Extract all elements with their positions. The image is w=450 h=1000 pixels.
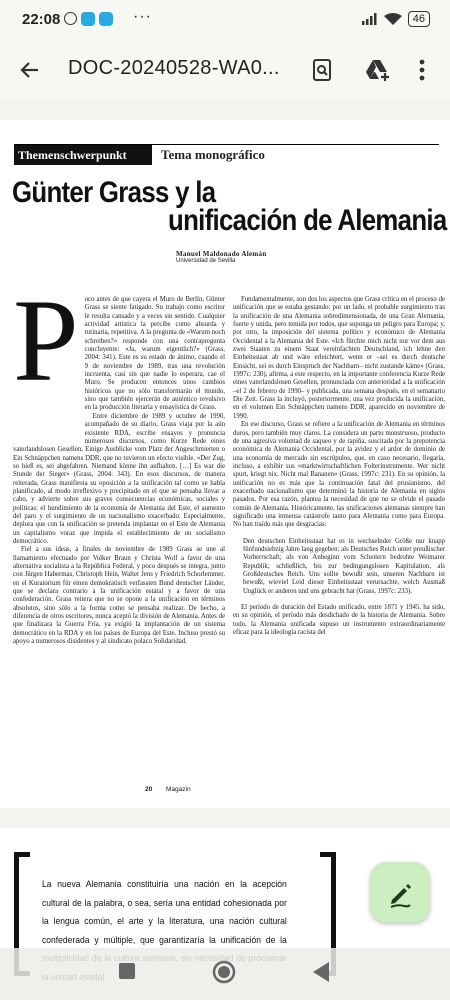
- block-quote: Den deutschen Einheitsstaat hat es in wechselnder Größe nur knapp fünfundsiebzig Jahre lang gegeben: als Deutsches Reich unter preußischer Vorherrschaft; als von Anbeginn vom Scheitern bedrohte Weimarer Republik; schließlich, bis zur bedingungslosen Kapitulation, als Großdeutsches Reich. Uns sollte bewußt sein, unseren Nachbarn ist bewußt, wieviel Leid dieser Einheitsstaat verursachte, welch Ausmaß Unglück er anderen und uns gebracht hat (Grass, 1997c: 233).: [243, 537, 445, 595]
- body-paragraph: oco antes de que cayera el Muro de Berlín, Günter Grass se siente fatigado. Su trabajo como escritor le resulta cansado y a veces sin sentido. Cualquier actividad artística la percibe como absurda y rutinaria, repetitiva. A la pregunta de «Warum noch schreiben?» responde con una contrapregunta concluyente: «Ja, warum eigentlich?» (Grass, 2004: 341). Este es su estado de ánimo, cuando el 9 de noviembre de 1989, tras una revolución incruenta, casi sin que nadie lo esperara, cae el Muro. Se producen entonces unos cambios históricos que no sólo transformarán el mundo, sino que también ejercerán de auténtico revulsivo en la producción literaria y ensayística de Grass.: [84, 296, 225, 412]
- whatsapp-icon: [64, 12, 77, 25]
- body-paragraph: Fundamentalmente, son dos los aspectos que Grass critica en el proceso de unificación que se estaba gestando: por un lado, el probable surgimiento tras la unificación de una Alemania sobredimensionada, de una Gran Alemania, fuerte y unida, pero temida por todos, que suponga un peligro para Europa; y, por otro, la imposición del sistema político y económico de Alemania Occidental a la Alemania del Este. «Ich fürchte mich nicht nur vor dem aus zwei Staaten zu einem Staat vereinfachten Deutschland, ich lehne den Einheitsstaat ab und wäre erleichtert, wenn er –sei es durch deutsche Einsicht, sei es durch Einspruch der Nachbarn– nicht zustande käme» (Grass, 1997c: 230), afirma, a este respecto, en la importante conferencia Kurze Rede eines vaterlandslosen Gesellen, pronunciada con anterioridad a la unificación –el 2 de febrero de 1990– y publicada, una semana después, en el semanario Die Zeit. Grass la incluyó, posteriormente, una vez producida la unificación, en el volumen Ein Schnäppchen namens DDR, aparecido en noviembre de 1990.: [233, 296, 445, 420]
- magazine-name: Magazin: [166, 786, 191, 793]
- document-title: DOC-20240528-WA0...: [68, 57, 280, 79]
- more-notifications-icon: ···: [133, 8, 152, 25]
- wifi-icon: [384, 13, 402, 26]
- notification-icons: [64, 12, 113, 26]
- add-to-drive-icon[interactable]: [365, 58, 391, 82]
- body-paragraph: Fiel a sus ideas, a finales de noviembre de 1989 Grass se une al llamamiento efectuado por Volker Braun y Christa Wolf a favor de una alternativa socialista a la República Federal, y poco después se integra, junto con Jürgen Habermas, Christoph Hein, Walter Jens y Friedrich Schorlemmer, en el Kuratorium für einen demokratisch verfassten Bund deutscher Länder, que se declara contrario a la unificación estatal y a favor de una confederación. Grass reitera que no se opone a la unificación en términos absolutos, sino sólo a la forma como se pensaba realizar. De hecho, a diferencia de otros escritores, nunca aceptó la división de Alemania. Antes de que finalizara la Guerra Fría, ya exigió la implantación de un sistema democrático en la RDA y en los países de Europa del Este. Incluso prestó su apoyo a numerosos disidentes y al sindicato polaco Solidaridad.: [13, 546, 225, 646]
- back-navigation-icon[interactable]: [312, 961, 330, 983]
- notification-app-icon: [99, 12, 113, 26]
- page-number: 20: [145, 786, 153, 793]
- author-affiliation: Universidad de Sevilla: [176, 258, 236, 264]
- search-document-icon[interactable]: [310, 58, 334, 82]
- article-author: Manuel Maldonado Alemán: [176, 250, 267, 258]
- page-footer: [145, 786, 191, 793]
- article-headline-line1: Günter Grass y la: [12, 176, 216, 209]
- edit-button[interactable]: [370, 862, 430, 922]
- recent-apps-icon[interactable]: [118, 962, 136, 980]
- notification-app-icon: [81, 12, 95, 26]
- status-bar: [0, 0, 450, 40]
- section-label-german: Themenschwerpunkt: [14, 145, 152, 165]
- edit-pen-icon: [370, 862, 430, 922]
- section-label-spanish: Tema monográfico: [161, 147, 265, 162]
- signal-icon: [362, 13, 378, 25]
- more-vertical-icon[interactable]: [418, 58, 426, 82]
- status-right: [362, 11, 430, 27]
- section-header: [14, 144, 439, 165]
- battery-icon: 46: [408, 11, 430, 27]
- document-page: [0, 120, 450, 808]
- drop-cap: P: [13, 275, 79, 406]
- status-time: 22:08: [22, 11, 61, 28]
- home-icon[interactable]: [212, 960, 236, 984]
- app-bar: [0, 40, 450, 100]
- body-paragraph: En ese discurso, Grass se refiere a la unificación de Alemania en términos duros, pero también muy claros. La considera un parto monstruoso, producto de una agresiva voluntad de saqueo y de rapiña, suscitada por la prepotencia económica de Alemania Occidental, por la avidez y el ardor de dominio de una economía de mercado sin escrúpulos, que, en caso necesario, llegaría, incluso, a exhibir sus »marktwirtschaftlichen Folterinstrumente. Wer nicht spurt, kriegt nix. Nicht mal Bananen« (Grass, 1997c: 231). En su opinión, la unificación no es más que la continuación fatal del prusianismo, del exacerbado nacionalismo que determinó la historia de Alemania en siglos pasados. Por esa razón, plantea la necesidad de que no se olvide el pasado común de Alemania. Históricamente, las unificaciones alemanas siempre han significado una inmensa catástrofe tanto para Alemania como para Europa. No han traído más que desgracias:: [233, 421, 445, 529]
- body-paragraph: Entre diciembre de 1989 y octubre de 1990, acompañado de su diario, Grass viaja por la aún existente RDA, escribe ensayos y pronuncia numerosos discursos, como Kurze Rede eines vaterlandslosen Gesellen, Einige Ausblicke vom Platz der Angeschmierten o Ein Schnäppchen namens DDR, que no tuvieron un efecto visible. «Der Zug, so hieß es, sei abgefahren. Niemand könne ihn aufhalten. […] Es war die Stunde der Sieger» (Grass, 2004: 343). En esos discursos, de manera reiterada, Grass manifiesta su oposición a la unificación tal como se había planificado, al modo irreflexivo y precipitado en el que se pensaba llevar a cabo, y advierte sobre sus graves consecuencias económicas, sociales y políticas: el hundimiento de la economía de Alemania del Este, el aumento del paro y el surgimiento de un nacionalismo exacerbado. Especialmente, deplora que con la unificación se pretenda implantar en el Este de Alemania un capitalismo voraz que impida el establecimiento de un socialismo democrático.: [13, 412, 225, 545]
- system-navigation-bar: [0, 948, 450, 1000]
- body-paragraph: El período de duración del Estado unificado, entre 1871 y 1945, ha sido, en su opinión, el período más desdichado de la historia de Alemania. Sobre todo, la Alemania unificada supuso un instrumento extraordinariamente eficaz para la ideología racista del: [233, 604, 445, 637]
- article-headline-line2: unificación de Alemania: [168, 204, 447, 237]
- article-column-left: [13, 275, 225, 646]
- arrow-left-icon[interactable]: [18, 58, 42, 82]
- pull-quote: La nueva Alemania constituiría una nación en la acepción cultural de la palabra, o sea, sería una entidad cohesionada por la lengua común, el arte y la literatura, una nación cultural confederada y múltiple, que garantizaría la unificación de la: [42, 879, 287, 946]
- article-column-right: [233, 296, 445, 637]
